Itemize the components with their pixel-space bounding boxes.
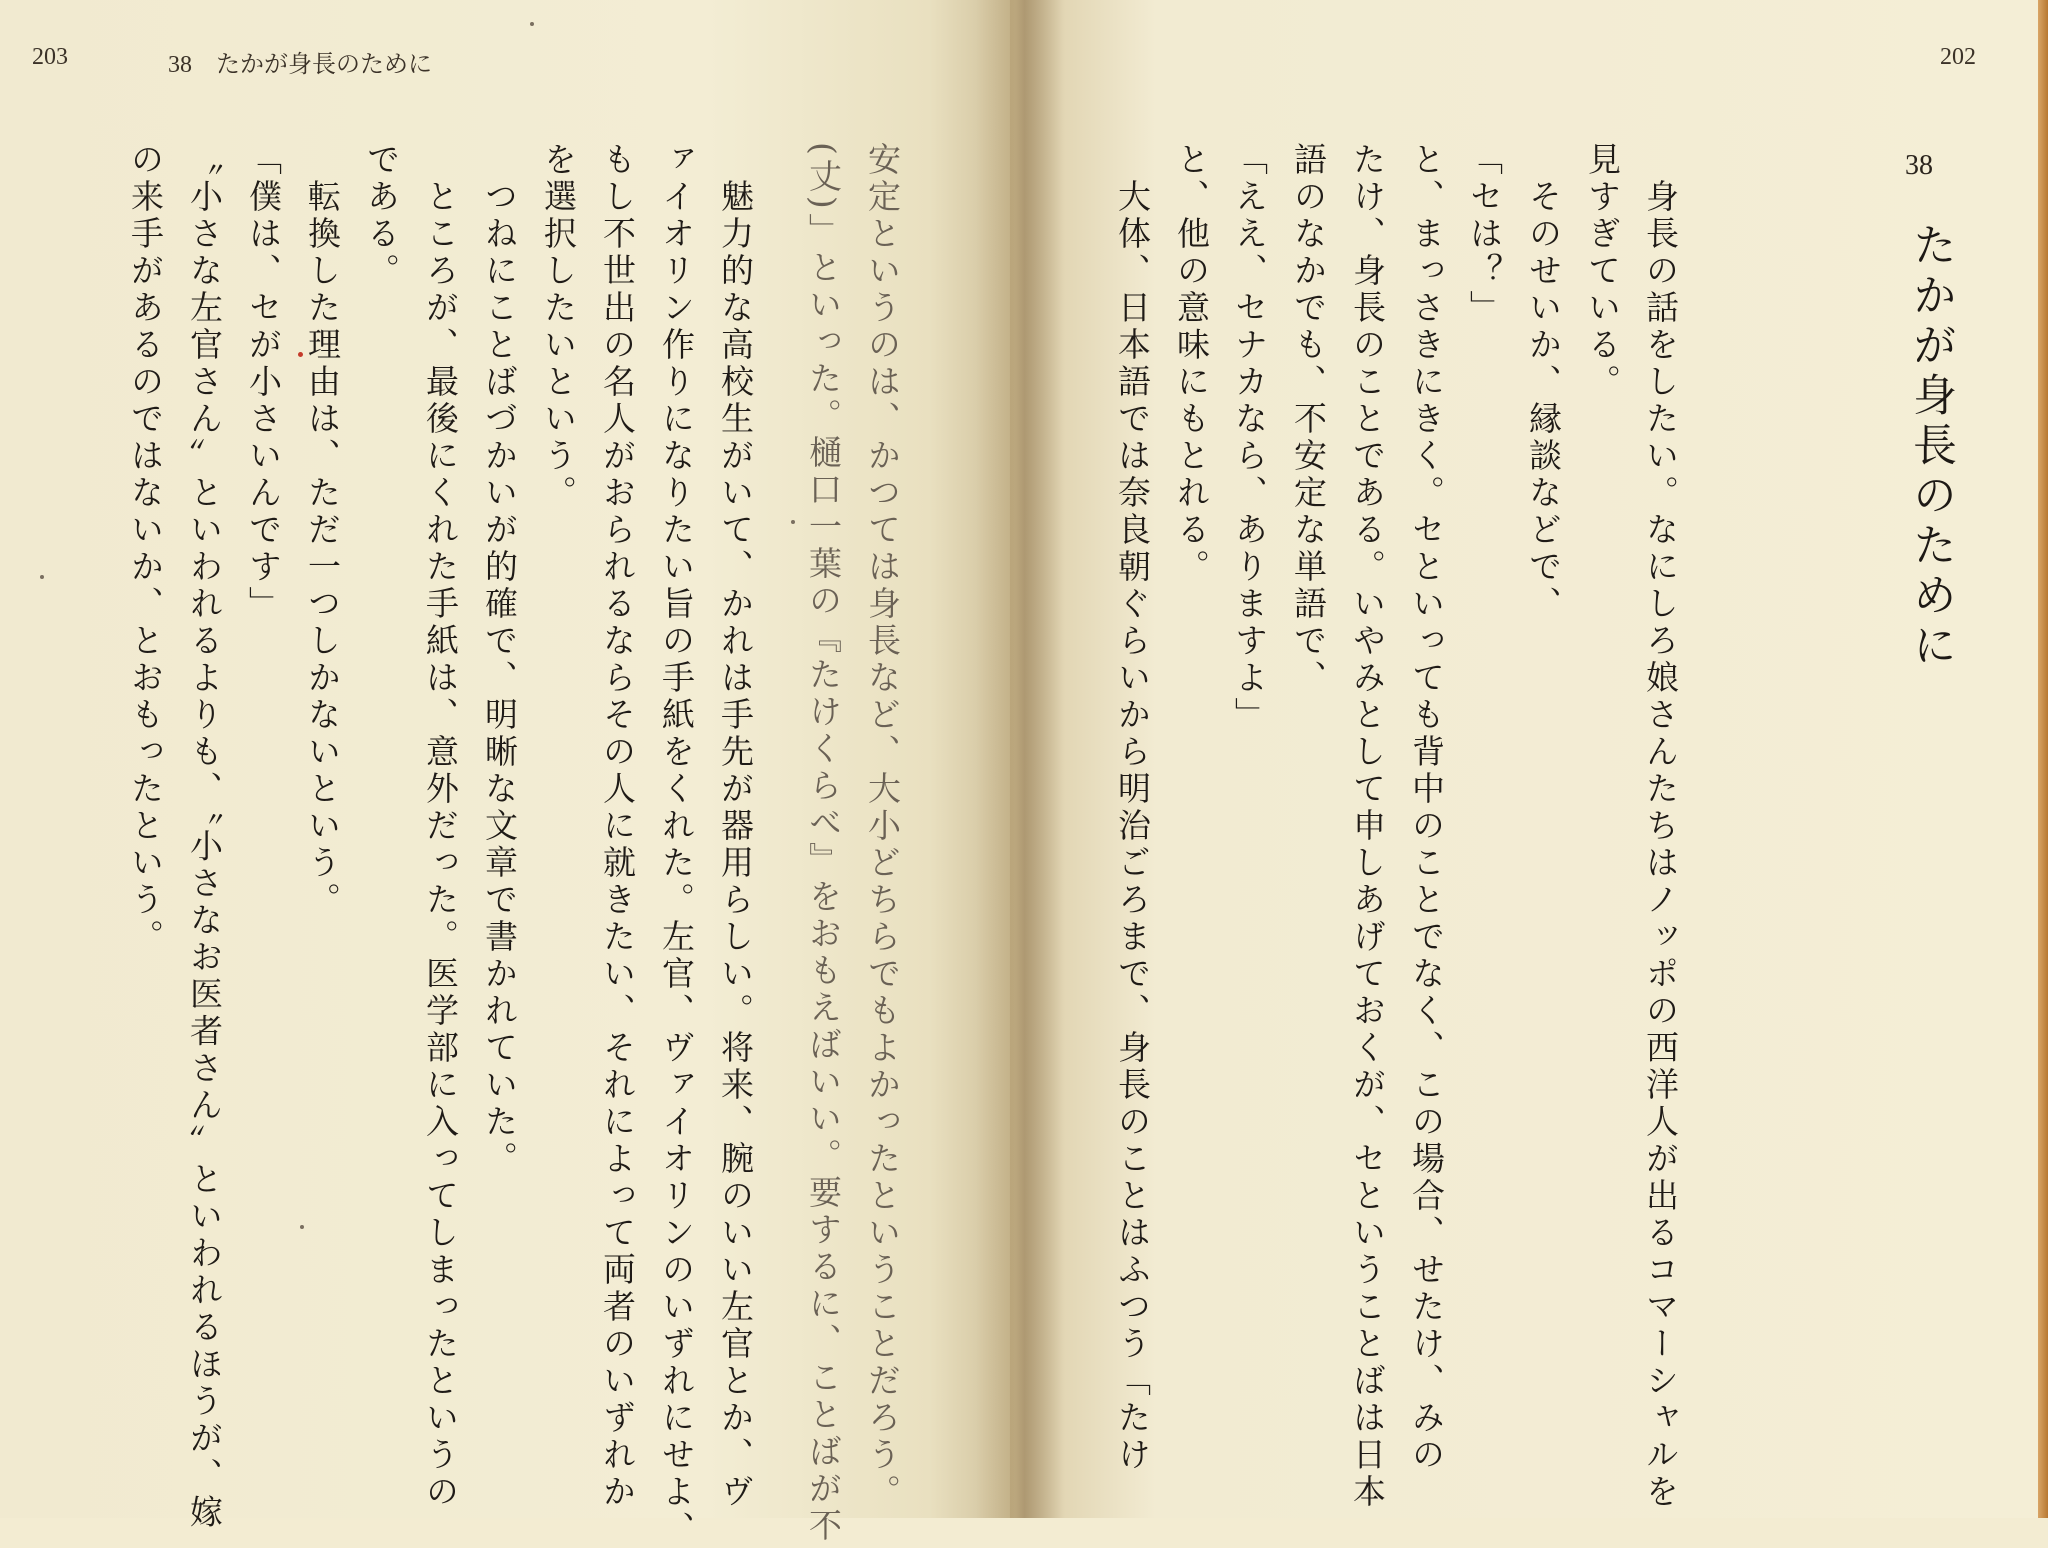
- body-line: 「ええ、セナカなら、ありますよ」: [1230, 142, 1269, 734]
- body-line: の来手があるのではないか、とおもったという。: [126, 142, 165, 956]
- body-line: 大体、日本語では奈良朝ぐらいから明治ごろまで、身長のことはふつう「たけ: [1113, 142, 1152, 1474]
- body-line: と、まっさきにきく。セといっても背中のことでなく、この場合、せたけ、みの: [1407, 142, 1446, 1474]
- page-number-left: 203: [32, 44, 68, 70]
- dust-speck: [791, 520, 795, 524]
- body-line: 「僕は、セが小さいんです」: [244, 142, 283, 623]
- chapter-title: たかが身長のために: [1905, 222, 1956, 672]
- body-line: と、他の意味にもとれる。: [1172, 142, 1211, 586]
- chapter-number: 38: [1905, 150, 1933, 181]
- dust-speck: [40, 575, 44, 579]
- body-line: 転換した理由は、ただ一つしかないという。: [303, 142, 342, 919]
- body-line: そのせいか、縁談などで、: [1524, 142, 1563, 623]
- body-line: 魅力的な高校生がいて、かれは手先が器用らしい。将来、腕のいい左官とか、ヴ: [716, 142, 755, 1511]
- body-line: 身長の話をしたい。なにしろ娘さんたちはノッポの西洋人が出るコマーシャルを: [1641, 142, 1680, 1511]
- body-line: 「セは？」: [1465, 142, 1504, 327]
- body-line: 安定というのは、かつては身長など、大小どちらでもよかったということだろう。: [863, 142, 902, 1511]
- body-line: ァイオリン作りになりたい旨の手紙をくれた。左官、ヴァイオリンのいずれにせよ、: [657, 142, 696, 1548]
- running-head: 38 たかが身長のために: [168, 52, 432, 78]
- body-line: たけ、身長のことである。いやみとして申しあげておくが、セということばは日本: [1348, 142, 1387, 1511]
- body-line: ところが、最後にくれた手紙は、意外だった。医学部に入ってしまったというの: [421, 142, 460, 1511]
- body-line: である。: [362, 142, 401, 290]
- page-edge: [2038, 0, 2048, 1518]
- body-line: 〝小さな左官さん〟といわれるよりも、〝小さなお医者さん〟といわれるほうが、嫁: [185, 142, 224, 1532]
- body-line: (丈)」といった。樋口一葉の『たけくらべ』をおもえばいい。要するに、ことばが不: [804, 142, 843, 1545]
- page-number-right: 202: [1940, 44, 1976, 70]
- ink-mark: [298, 352, 303, 357]
- body-line: 見すぎている。: [1583, 142, 1622, 401]
- dust-speck: [300, 1225, 304, 1229]
- body-line: つねにことばづかいが的確で、明晰な文章で書かれていた。: [480, 142, 519, 1178]
- body-line: もし不世出の名人がおられるならその人に就きたい、それによって両者のいずれか: [598, 142, 637, 1511]
- body-line: 語のなかでも、不安定な単語で、: [1289, 142, 1328, 697]
- body-line: を選択したいという。: [539, 142, 578, 512]
- dust-speck: [530, 22, 534, 26]
